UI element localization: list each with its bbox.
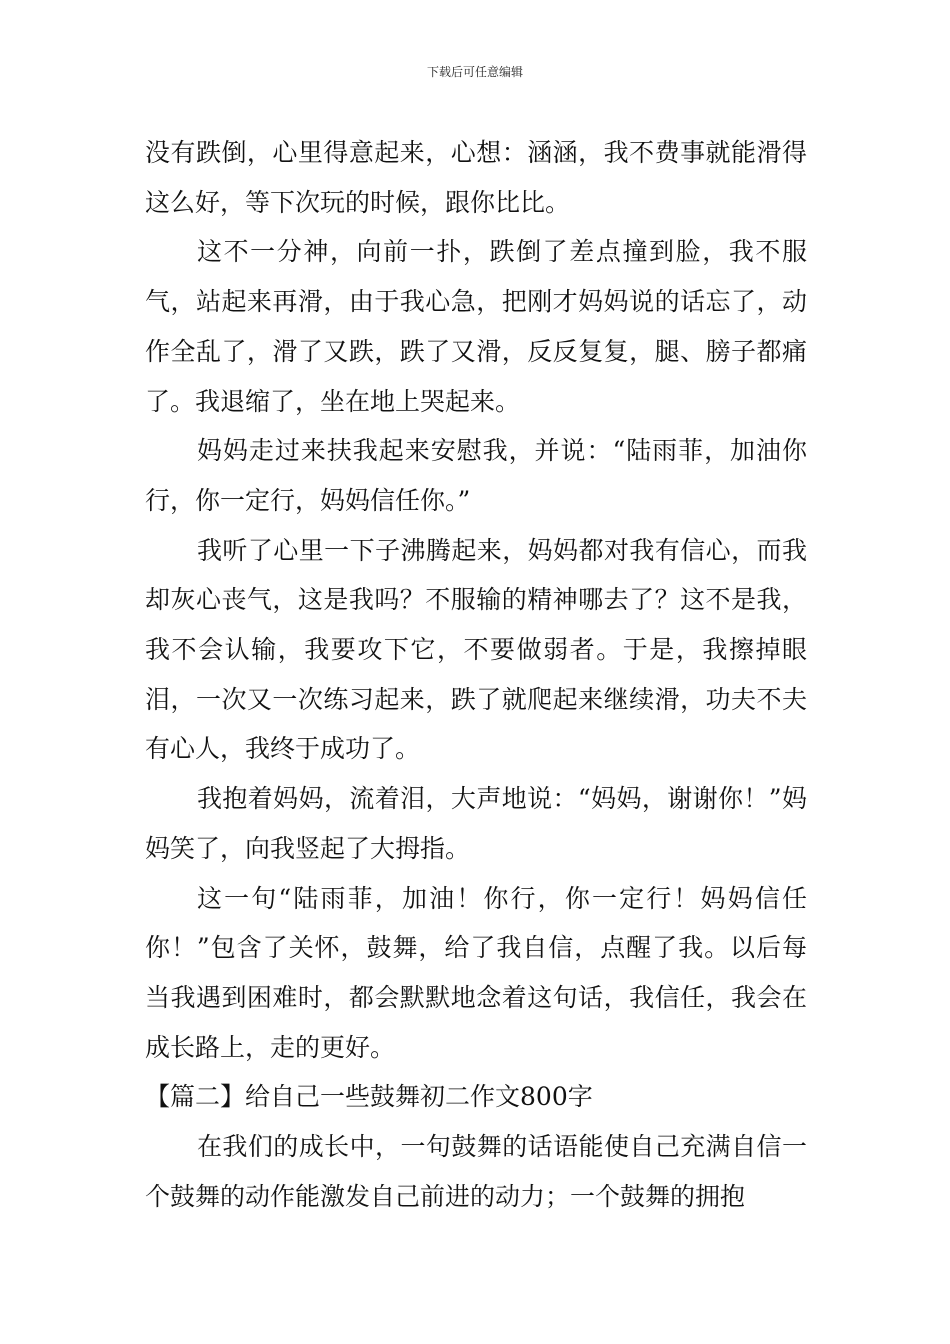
paragraph-6: 这一句“陆雨菲，加油！你行，你一定行！妈妈信任你！”包含了关怀，鼓舞，给了我自信，点醒了我。以后每当我遇到困难时，都会默默地念着这句话，我信任，我会在成长路上，走的更好。: [145, 883, 807, 1062]
paragraph-4: 我听了心里一下子沸腾起来，妈妈都对我有信心，而我却灰心丧气，这是我吗？不服输的精神哪去了？这不是我，我不会认输，我要攻下它，不要做弱者。于是，我擦掉眼泪，一次又一次练习起来，跌了就爬起来继续滑，功夫不夫有心人，我终于成功了。: [145, 535, 807, 764]
paragraph-5: 我抱着妈妈，流着泪，大声地说：“妈妈，谢谢你！”妈妈笑了，向我竖起了大拇指。: [145, 784, 807, 863]
paragraph-3: 妈妈走过来扶我起来安慰我，并说：“陆雨菲，加油你行，你一定行，妈妈信任你。”: [145, 436, 807, 515]
page-header: 下载后可任意编辑: [426, 65, 523, 79]
paragraph-7: 在我们的成长中，一句鼓舞的话语能使自己充满自信一个鼓舞的动作能激发自己前进的动力；一个鼓舞的拥抱: [145, 1132, 807, 1211]
document-body: [145, 128, 807, 1221]
paragraph-1: 没有跌倒，心里得意起来，心想：涵涵，我不费事就能滑得这么好，等下次玩的时候，跟你比比。: [145, 138, 807, 217]
paragraph-2: 这不一分神，向前一扑，跌倒了差点撞到脸，我不服气，站起来再滑，由于我心急，把刚才妈妈说的话忘了，动作全乱了，滑了又跌，跌了又滑，反反复复，腿、膀子都痛了。我退缩了，坐在地上哭起来。: [145, 237, 807, 416]
section-heading: 【篇二】给自己一些鼓舞初二作文800字: [145, 1082, 593, 1112]
